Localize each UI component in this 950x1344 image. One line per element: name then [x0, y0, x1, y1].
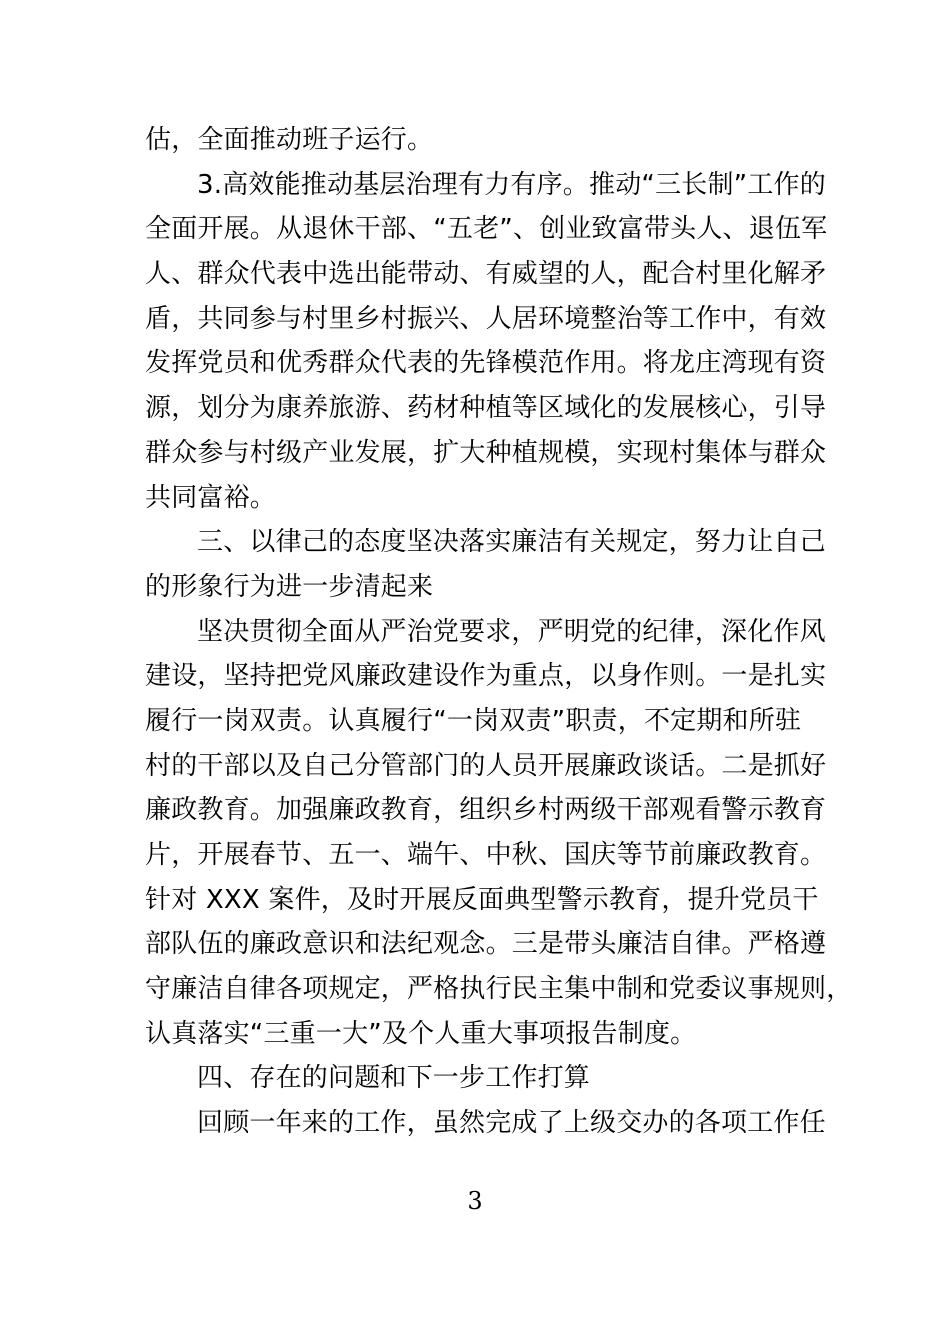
text-line: 源，划分为康养旅游、药材种植等区域化的发展核心，引导 — [145, 393, 827, 424]
page-number: 3 — [467, 1187, 483, 1215]
text-line: 共同富裕。 — [145, 482, 277, 513]
section-heading-line: 的形象行为进一步清起来 — [145, 571, 434, 602]
text-line: 履行一岗双责。认真履行“一岗双责”职责，不定期和所驻 — [145, 705, 802, 736]
paragraph-start-line: 坚决贯彻全面从严治党要求，严明党的纪律，深化作风 — [197, 616, 826, 647]
paragraph-start-line: 回顾一年来的工作，虽然完成了上级交办的各项工作任 — [197, 1108, 826, 1139]
text-line: 部队伍的廉政意识和法纪观念。三是带头廉洁自律。严格遵 — [145, 929, 827, 960]
text-line: 群众参与村级产业发展，扩大种植规模，实现村集体与群众 — [145, 437, 827, 468]
text-line: 盾，共同参与村里乡村振兴、人居环境整治等工作中，有效 — [145, 303, 827, 334]
section-heading-line: 四、存在的问题和下一步工作打算 — [197, 1063, 591, 1094]
text-line: 认真落实“三重一大”及个人重大事项报告制度。 — [145, 1018, 697, 1049]
document-body — [145, 118, 853, 1146]
text-line: 人、群众代表中选出能带动、有威望的人，配合村里化解矛 — [145, 259, 827, 290]
text-line: 估，全面推动班子运行。 — [145, 125, 434, 155]
section-heading-line: 三、以律己的态度坚决落实廉洁有关规定，努力让自己 — [197, 527, 826, 558]
text-line: 廉政教育。加强廉政教育，组织乡村两级干部观看警示教育 — [145, 795, 827, 826]
text-line: 针对 XXX 案件，及时开展反面典型警示教育，提升党员干 — [145, 884, 819, 915]
text-line: 全面开展。从退休干部、“五老”、创业致富带头人、退伍军 — [145, 214, 828, 245]
text-line: 守廉洁自律各项规定，严格执行民主集中制和党委议事规则， — [145, 974, 853, 1005]
paragraph-start-line: 3.高效能推动基层治理有力有序。推动“三长制”工作的 — [197, 169, 826, 200]
text-line: 村的干部以及自己分管部门的人员开展廉政谈话。二是抓好 — [145, 750, 827, 781]
text-line: 发挥党员和优秀群众代表的先锋模范作用。将龙庄湾现有资 — [145, 348, 827, 379]
text-line: 片，开展春节、五一、端午、中秋、国庆等节前廉政教育。 — [145, 840, 827, 870]
text-line: 建设，坚持把党风廉政建设作为重点，以身作则。一是扎实 — [145, 661, 827, 692]
